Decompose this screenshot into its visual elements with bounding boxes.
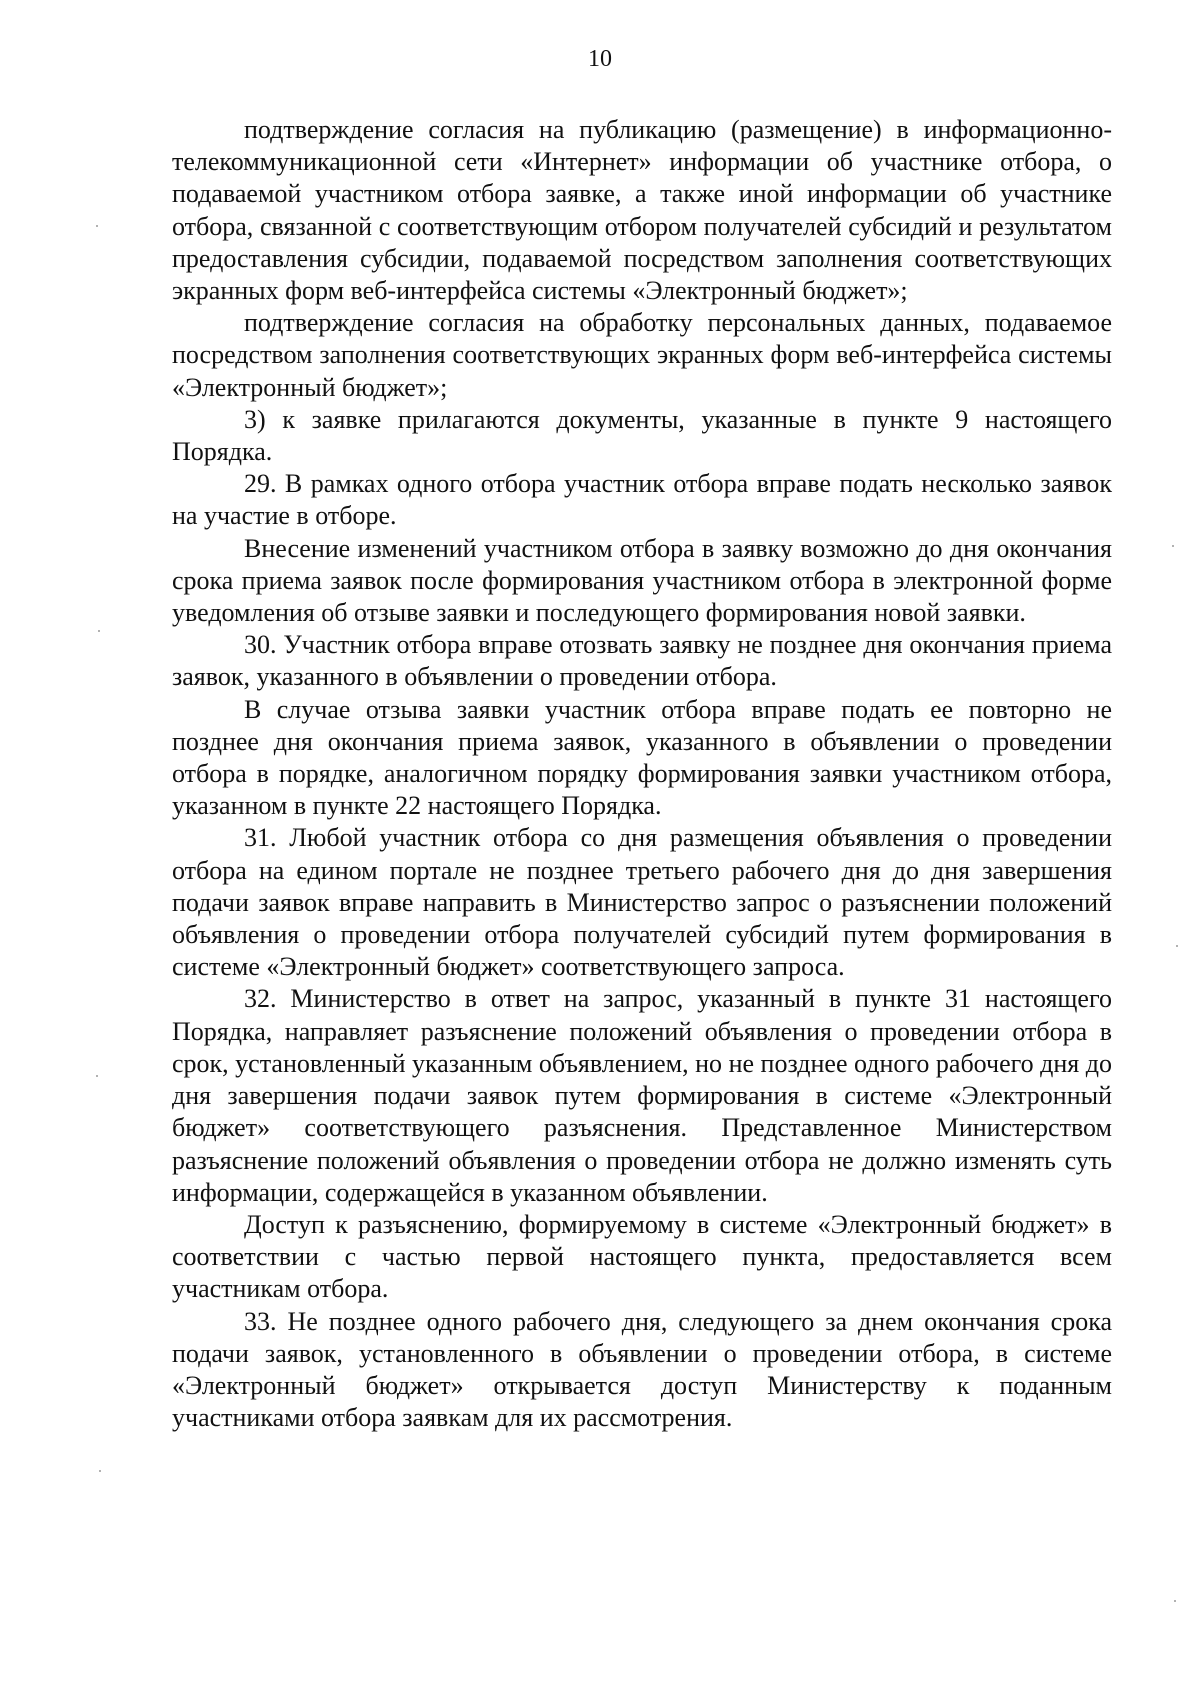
- paragraph-item-3-documents: 3) к заявке прилагаются документы, указанные в пункте 9 настоящего Порядка.: [172, 404, 1112, 467]
- scan-artifact: [1176, 945, 1178, 947]
- paragraph-clause-32: 32. Министерство в ответ на запрос, указанный в пункте 31 настоящего Порядка, направляет разъяснение положений объявления о проведении отбора в срок, установленный указанным объявлением, но не позднее одного рабочего дня до дня завершения подачи заявок путем формирования в системе «Электронный бюджет» соответствующего разъяснения. Представленное Министерством разъяснение положений объявления о проведении отбора не должно изменять суть информации, содержащейся в указанном объявлении.: [172, 984, 1112, 1207]
- paragraph-clause-32-access: Доступ к разъяснению, формируемому в системе «Электронный бюджет» в соответствии с частью первой настоящего пункта, предоставляется всем участникам отбора.: [172, 1209, 1112, 1304]
- scan-artifact: [1172, 545, 1174, 547]
- document-body: [172, 114, 1112, 1434]
- paragraph-clause-29: 29. В рамках одного отбора участник отбора вправе подать несколько заявок на участие в отборе.: [172, 469, 1112, 531]
- paragraph-consent-publication: подтверждение согласия на публикацию (размещение) в информационно-телекоммуникационной сети «Интернет» информации об участнике отбора, о подаваемой участником отбора заявке, а также иной информации об участнике отбора, связанной с соответствующим отбором получателей субсидий и результатом предоставления субсидии, подаваемой посредством заполнения соответствующих экранных форм веб-интерфейса системы «Электронный бюджет»;: [172, 115, 1112, 306]
- scan-artifact: [96, 225, 98, 227]
- scan-artifact: [98, 630, 100, 632]
- paragraph-consent-personal-data: подтверждение согласия на обработку персональных данных, подаваемое посредством заполнения соответствующих экранных форм веб-интерфейса системы «Электронный бюджет»;: [172, 308, 1112, 402]
- paragraph-clause-30-resubmit: В случае отзыва заявки участник отбора вправе подать ее повторно не позднее дня окончания приема заявок, указанного в объявлении о проведении отбора в порядке, аналогичном порядку формирования заявки участником отбора, указанном в пункте 22 настоящего Порядка.: [172, 694, 1112, 821]
- page-number: 10: [588, 46, 612, 72]
- paragraph-clause-33: 33. Не позднее одного рабочего дня, следующего за днем окончания срока подачи заявок, установленного в объявлении о проведении отбора, в системе «Электронный бюджет» открывается доступ Министерству к поданным участниками отбора заявкам для их рассмотрения.: [172, 1306, 1112, 1433]
- paragraph-clause-30: 30. Участник отбора вправе отозвать заявку не позднее дня окончания приема заявок, указанного в объявлении о проведении отбора.: [172, 630, 1112, 692]
- scan-artifact: [1174, 1600, 1176, 1602]
- paragraph-clause-29-changes: Внесение изменений участником отбора в заявку возможно до дня окончания срока приема заявок после формирования участником отбора в электронной форме уведомления об отзыве заявки и последующего формирования новой заявки.: [172, 533, 1112, 628]
- scan-artifact: [96, 1075, 98, 1077]
- paragraph-clause-31: 31. Любой участник отбора со дня размещения объявления о проведении отбора на едином портале не позднее третьего рабочего дня до дня завершения подачи заявок вправе направить в Министерство запрос о разъяснении положений объявления о проведении отбора получателей субсидий путем формирования в системе «Электронный бюджет» соответствующего запроса.: [172, 823, 1112, 982]
- scan-artifact: [99, 1470, 101, 1472]
